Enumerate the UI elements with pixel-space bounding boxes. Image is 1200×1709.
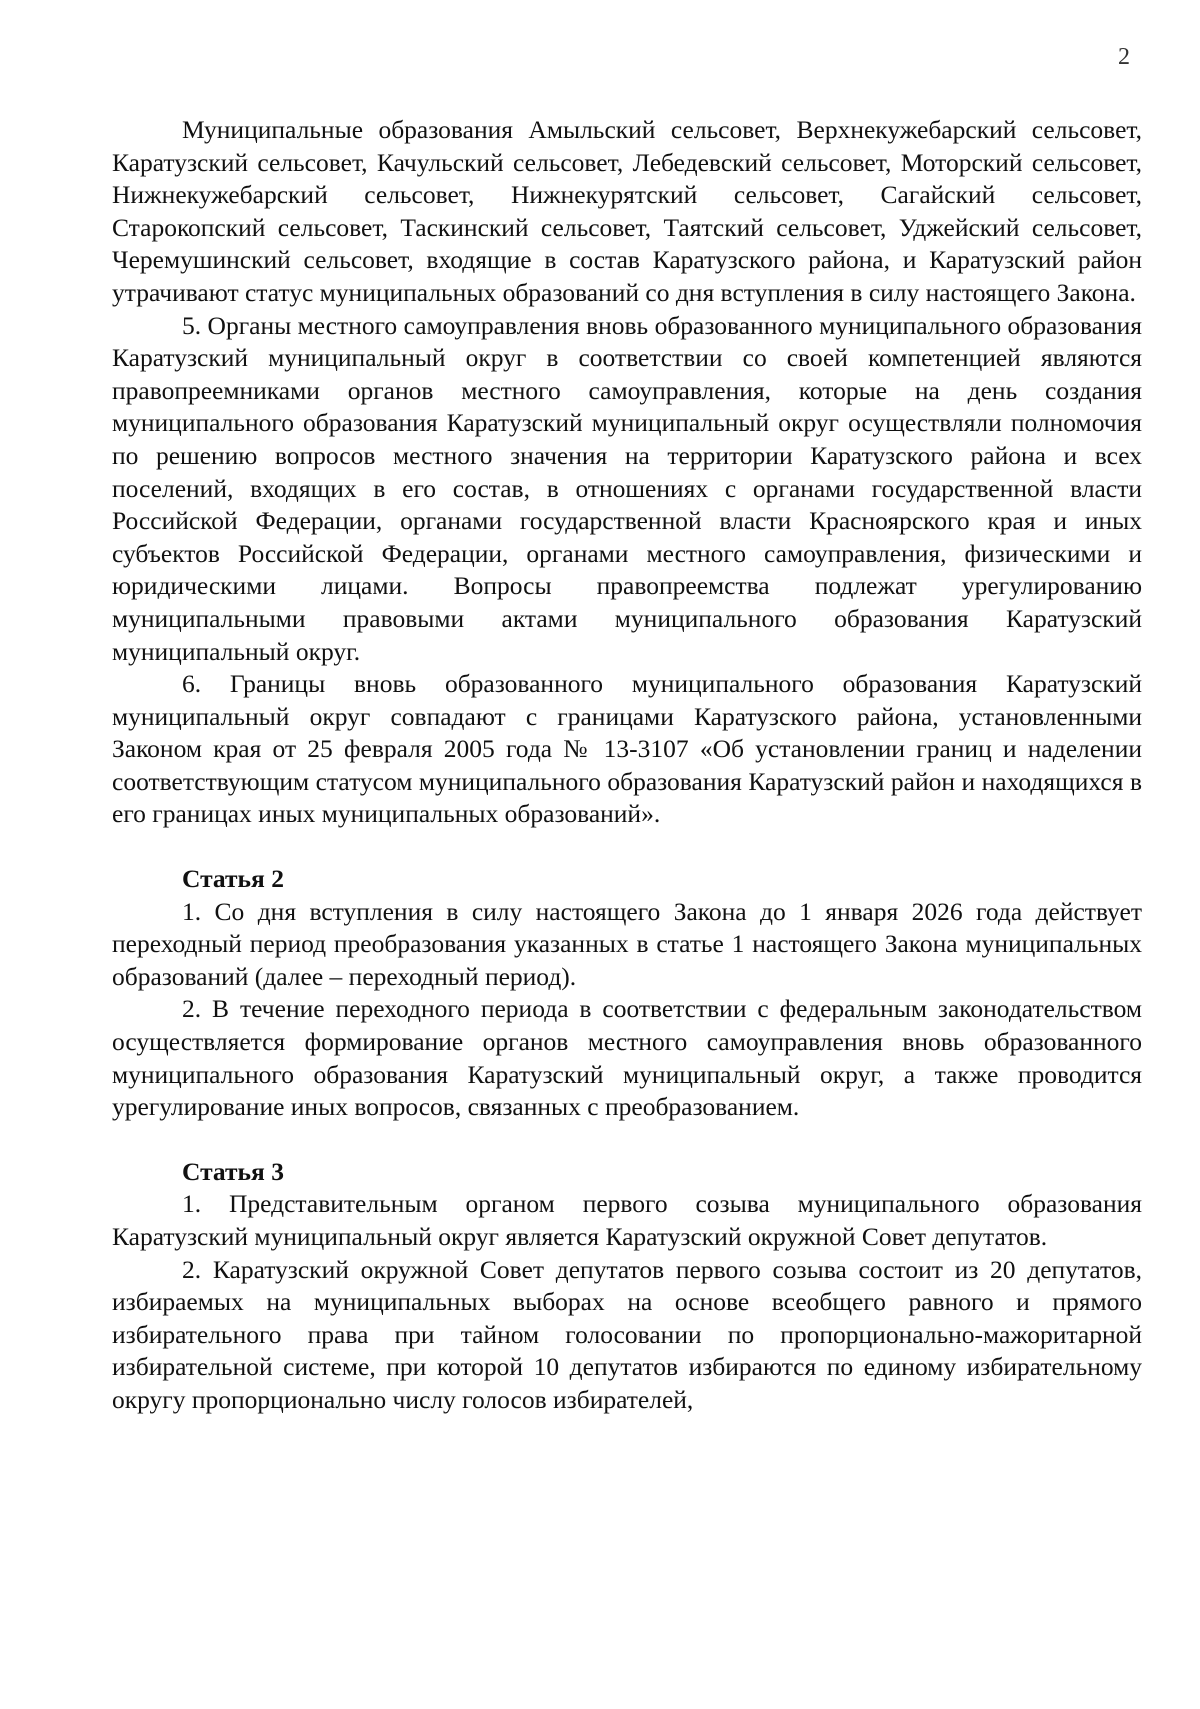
page-number: 2 (1118, 44, 1130, 70)
paragraph-municipalities-status: Муниципальные образования Амыльский сельсовет, Верхнекужебарский сельсовет, Каратузский сельсовет, Качульский сельсовет, Лебедевский сельсовет, Моторский сельсовет, Нижнекужебарский сельсовет, Нижнекурятский сельсовет, Сагайский сельсовет, Старокопский сельсовет, Таскинский сельсовет, Таятский сельсовет, Уджейский сельсовет, Черемушинский сельсовет, входящие в состав Каратузского района, и Каратузский район утрачивают статус муниципальных образований со дня вступления в силу настоящего Закона. (112, 115, 1142, 307)
paragraph-item-6: 6. Границы вновь образованного муниципального образования Каратузский муниципальный округ совпадают с границами Каратузского района, установленными Законом края от 25 февраля 2005 года № 13-3107 «Об установлении границ и наделении соответствующим статусом муниципального образования Каратузский район и находящихся в его границах иных муниципальных образований». (112, 669, 1142, 829)
article-heading-2: Статья 2 (182, 864, 284, 894)
paragraph-article-3-item-1: 1. Представительным органом первого созыва муниципального образования Каратузский муниципальный округ является Каратузский окружной Совет депутатов. (112, 1189, 1142, 1251)
document-body (112, 114, 1142, 1417)
paragraph-article-3-item-2: 2. Каратузский окружной Совет депутатов первого созыва состоит из 20 депутатов, избираемых на муниципальных выборах на основе всеобщего равного и прямого избирательного права при тайном голосовании по пропорционально-мажоритарной избирательной системе, при которой 10 депутатов избираются по единому избирательному округу пропорционально числу голосов избирателей, (112, 1254, 1142, 1414)
paragraph-article-2-item-2: 2. В течение переходного периода в соответствии с федеральным законодательством осуществляется формирование органов местного самоуправления вновь образованного муниципального образования Каратузский муниципальный округ, а также проводится урегулирование иных вопросов, связанных с преобразованием. (112, 994, 1142, 1122)
article-heading-3: Статья 3 (182, 1156, 284, 1186)
paragraph-article-2-item-1: 1. Со дня вступления в силу настоящего Закона до 1 января 2026 года действует переходный период преобразования указанных в статье 1 настоящего Закона муниципальных образований (далее – переходный период). (112, 896, 1142, 991)
paragraph-item-5: 5. Органы местного самоуправления вновь образованного муниципального образования Каратузский муниципальный округ в соответствии со своей компетенцией являются правопреемниками органов местного самоуправления, которые на день создания муниципального образования Каратузский муниципальный округ осуществляли полномочия по решению вопросов местного значения на территории Каратузского района и всех поселений, входящих в его состав, в отношениях с органами государственной власти Российской Федерации, органами государственной власти Красноярского края и иных субъектов Российской Федерации, органами местного самоуправления, физическими и юридическими лицами. Вопросы правопреемства подлежат урегулированию муниципальными правовыми актами муниципального образования Каратузский муниципальный округ. (112, 310, 1142, 666)
